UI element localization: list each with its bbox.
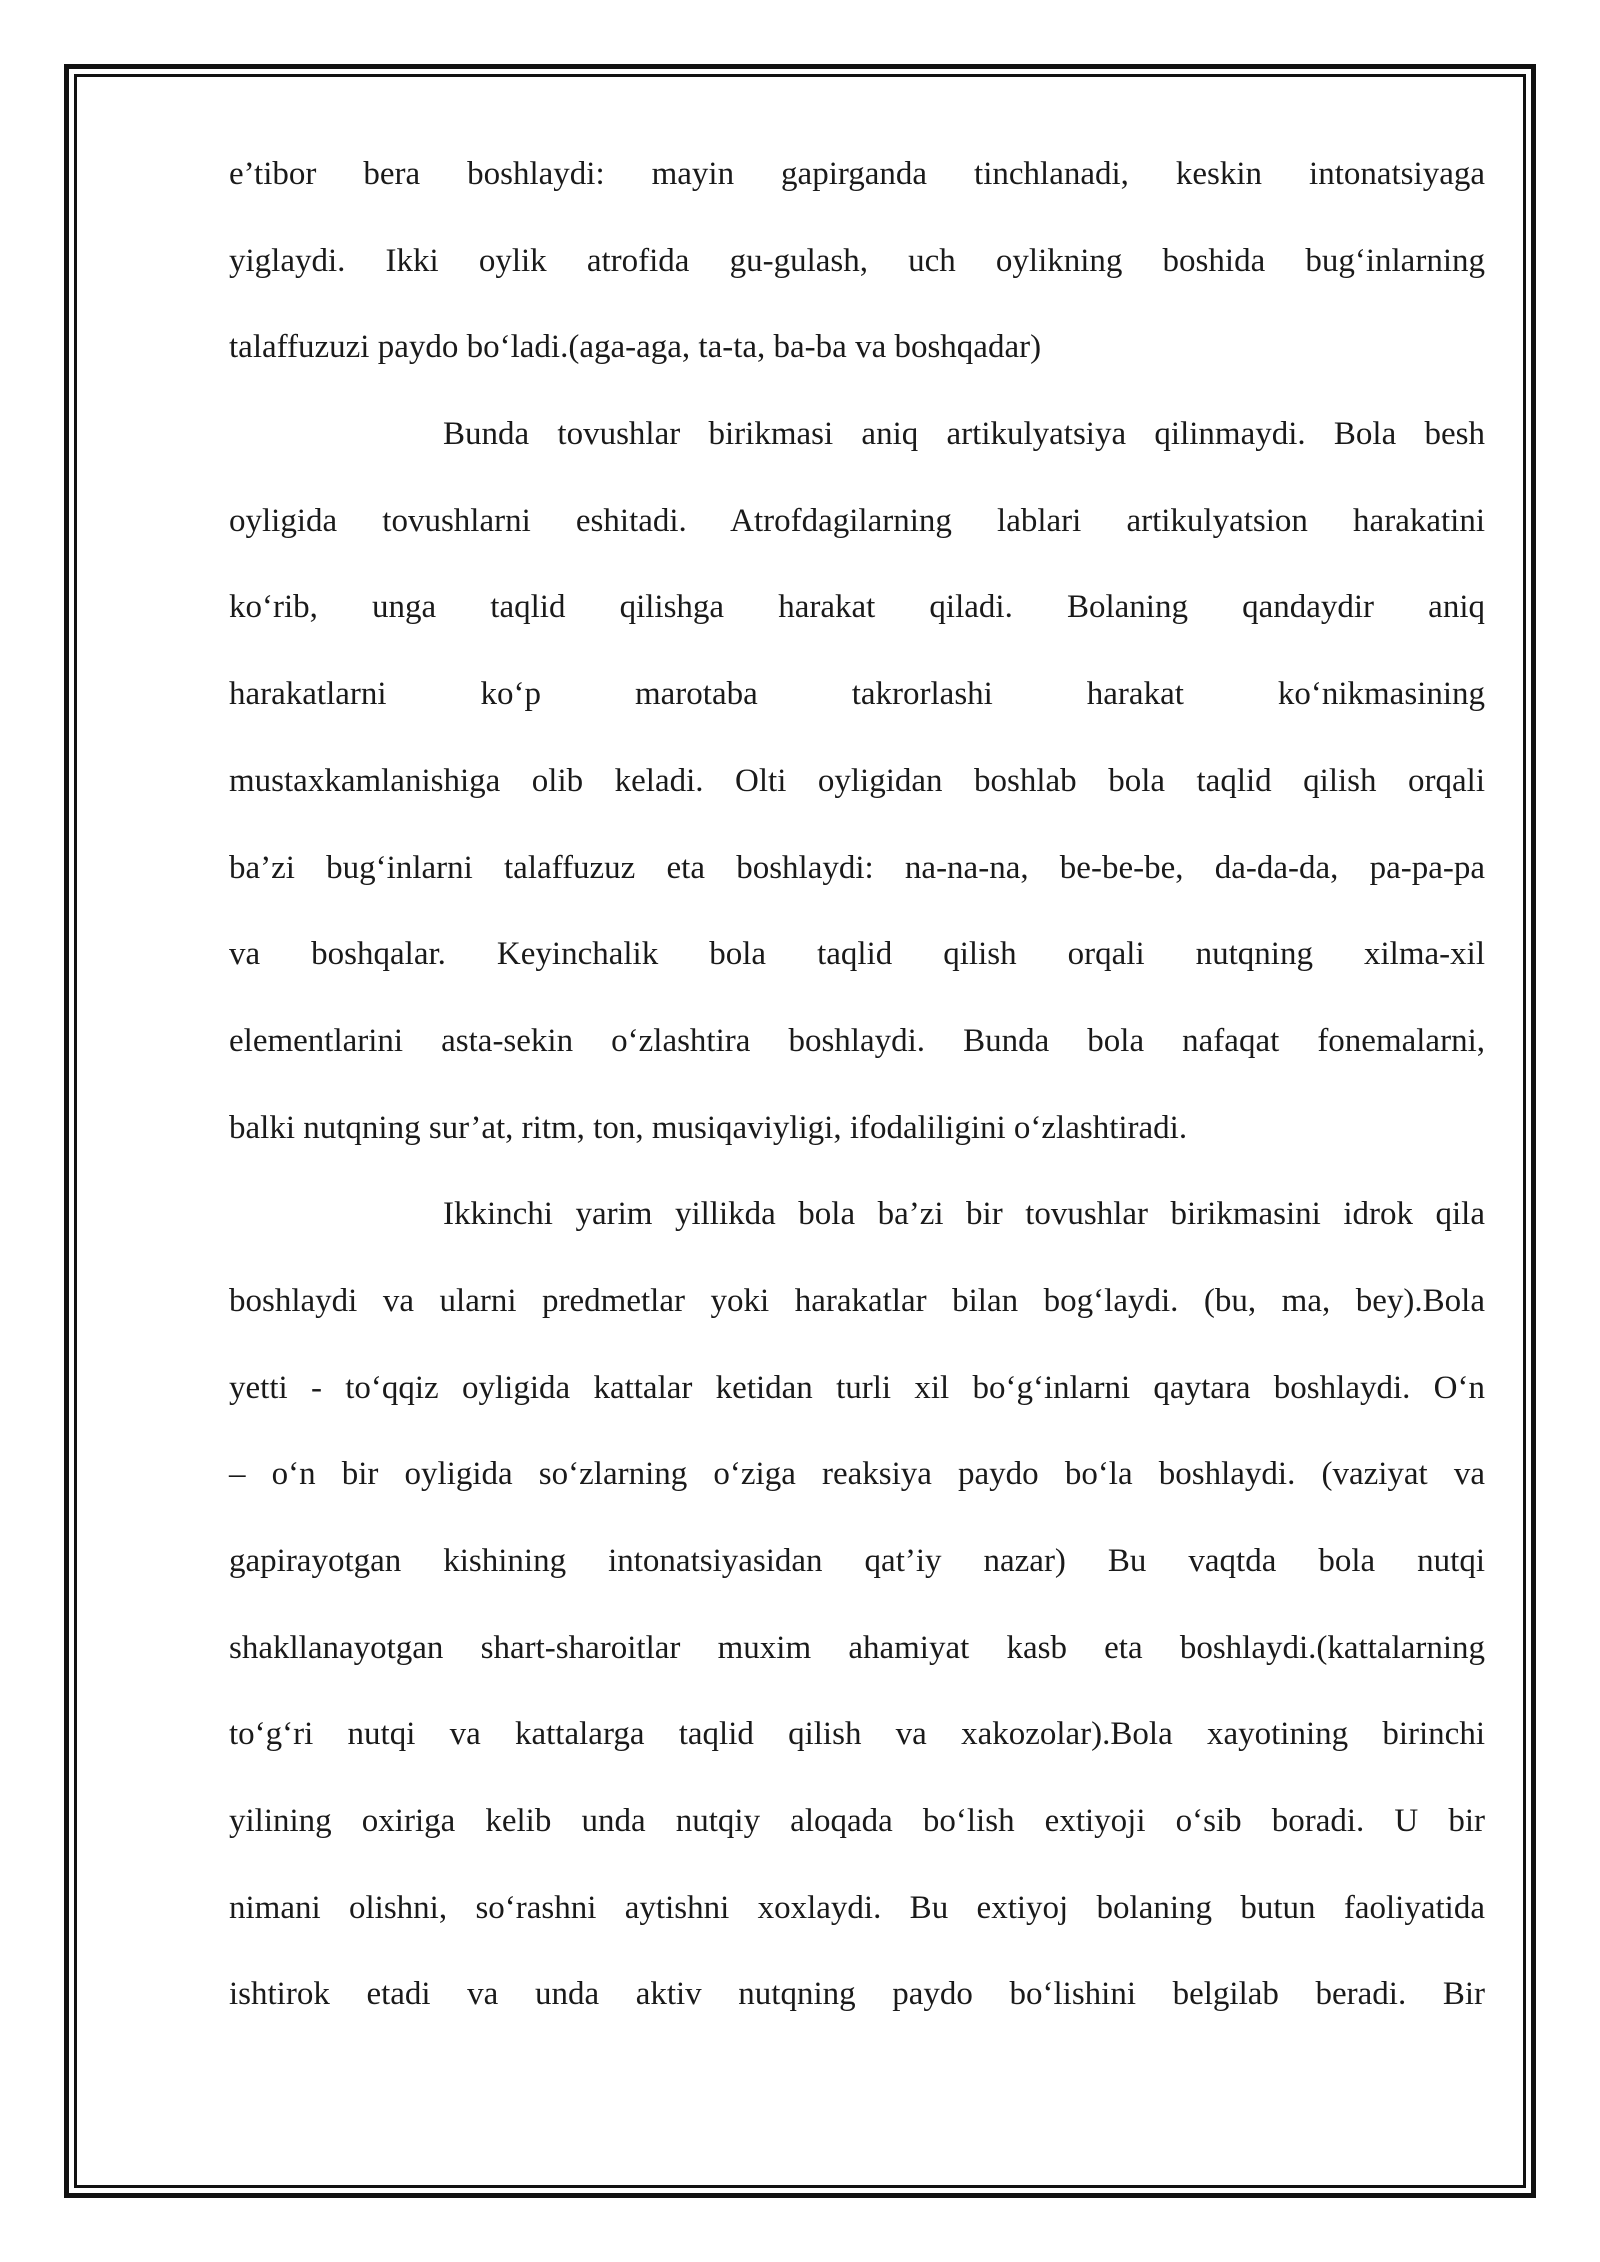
text-line: shakllanayotgan shart-sharoitlar muxim ahamiyat kasb eta boshlaydi.(kattalarning (229, 1629, 1485, 1666)
text-line: boshlaydi va ularni predmetlar yoki harakatlar bilan bog‘laydi. (bu, ma, bey).Bola (229, 1282, 1485, 1319)
text-line: elementlarini asta-sekin o‘zlashtira boshlaydi. Bunda bola nafaqat fonemalarni, (229, 1022, 1485, 1059)
document-body (229, 144, 1485, 2051)
text-line: Ikkinchi yarim yillikda bola ba’zi bir tovushlar birikmasini idrok qila (443, 1196, 1485, 1233)
text-line: talaffuzuzi paydo bo‘ladi.(aga-aga, ta-ta, ba-ba va boshqadar) (229, 329, 1042, 366)
text-line: Bunda tovushlar birikmasi aniq artikulyatsiya qilinmaydi. Bola besh (443, 416, 1485, 453)
text-line: yilining oxiriga kelib unda nutqiy aloqada bo‘lish extiyoji o‘sib boradi. U bir (229, 1803, 1485, 1840)
text-line: – o‘n bir oyligida so‘zlarning o‘ziga reaksiya paydo bo‘la boshlaydi. (vaziyat va (229, 1456, 1485, 1493)
text-line: va boshqalar. Keyinchalik bola taqlid qilish orqali nutqning xilma-xil (229, 936, 1485, 973)
text-line: balki nutqning sur’at, ritm, ton, musiqaviyligi, ifodaliligini o‘zlashtiradi. (229, 1109, 1188, 1146)
text-line: yiglaydi. Ikki oylik atrofida gu-gulash, uch oylikning boshida bug‘inlarning (229, 242, 1485, 279)
text-line: e’tibor bera boshlaydi: mayin gapirganda tinchlanadi, keskin intonatsiyaga (229, 156, 1485, 192)
text-line: ishtirok etadi va unda aktiv nutqning paydo bo‘lishini belgilab beradi. Bir (229, 1976, 1485, 2013)
text-line: to‘g‘ri nutqi va kattalarga taqlid qilish va xakozolar).Bola xayotining birinchi (229, 1716, 1485, 1753)
text-line: gapirayotgan kishining intonatsiyasidan qat’iy nazar) Bu vaqtda bola nutqi (229, 1543, 1485, 1579)
text-line: ko‘rib, unga taqlid qilishga harakat qiladi. Bolaning qandaydir aniq (229, 589, 1485, 626)
text-line: mustaxkamlanishiga olib keladi. Olti oyligidan boshlab bola taqlid qilish orqali (229, 762, 1485, 799)
text-line: yetti - to‘qqiz oyligida kattalar ketidan turli xil bo‘g‘inlarni qaytara boshlaydi. O‘n (229, 1369, 1485, 1406)
text-line: nimani olishni, so‘rashni aytishni xoxlaydi. Bu extiyoj bolaning butun faoliyatida (229, 1889, 1485, 1926)
text-line: oyligida tovushlarni eshitadi. Atrofdagilarning lablari artikulyatsion harakatini (229, 502, 1485, 539)
text-line: harakatlarni ko‘p marotaba takrorlashi harakat ko‘nikmasining (229, 676, 1485, 713)
text-line: ba’zi bug‘inlarni talaffuzuz eta boshlaydi: na-na-na, be-be-be, da-da-da, pa-pa-pa (229, 849, 1485, 886)
